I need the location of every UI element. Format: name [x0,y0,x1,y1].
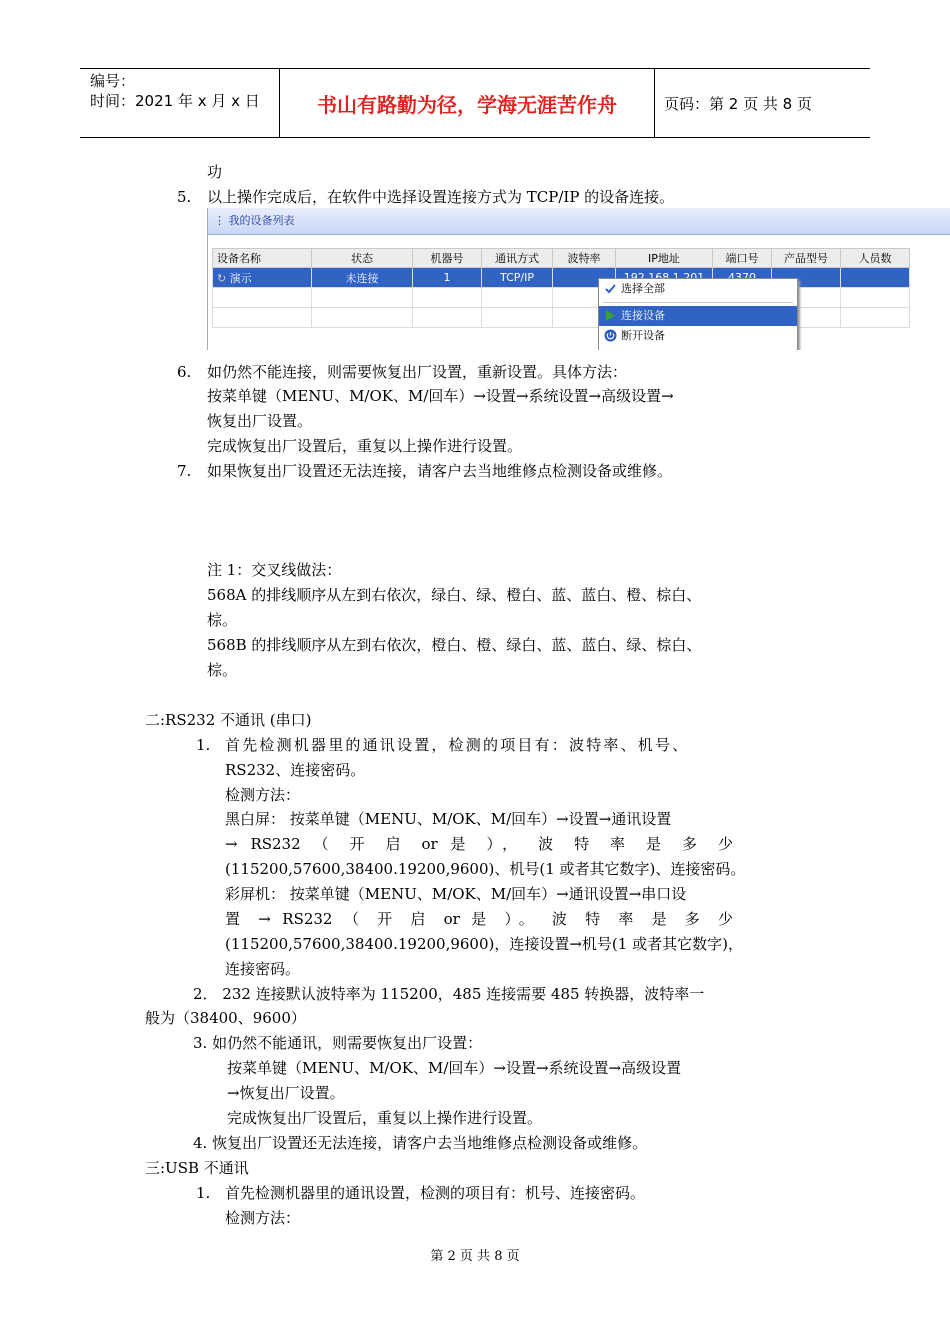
menu-item-connect[interactable] [599,306,797,326]
text-line: 棕。 [207,611,238,629]
text-line: 如仍然不能连接，则需要恢复出厂设置，重新设置。具体方法： [207,363,628,381]
list-number: 7. [177,462,192,480]
col-machine-no[interactable]: 机器号 [413,249,482,268]
text-line: 如果恢复出厂设置还无法连接，请客户去当地维修点检测设备或维修。 [207,462,673,480]
text-line: 黑白屏： 按菜单键（MENU、M/OK、M/回车）→设置→通讯设置 [225,810,672,828]
text-line: RS232、连接密码。 [225,761,366,779]
note-heading: 注 1：交叉线做法： [207,561,342,579]
list-number: 1. [196,1184,211,1202]
col-device-name[interactable]: 设备名称 [213,249,312,268]
text-line: 568B 的排线顺序从左到右依次，橙白、橙、绿白、蓝、蓝白、绿、棕白、 [207,636,702,654]
text-line: 般为（38400、9600） [145,1009,306,1027]
text-line: 2． 232 连接默认波特率为 115200，485 连接需要 485 转换器，波特率一 [193,985,705,1003]
table-row[interactable] [213,268,910,288]
header-meta [80,69,280,137]
text-line: 按菜单键（MENU、M/OK、M/回车）→设置→系统设置→高级设置→ [207,387,674,405]
text-line: 以上操作完成后，在软件中选择设置连接方式为 TCP/IP 的设备连接。 [207,188,675,206]
text-line: 完成恢复出厂设置后，重复以上操作进行设置。 [207,437,523,455]
page-header [80,68,870,138]
table-row [213,308,910,328]
col-baud-rate[interactable]: 波特率 [553,249,616,268]
text-line: 恢复出厂设置。 [207,412,313,430]
device-table [212,248,910,328]
text-line: 首先检测机器里的通讯设置，检测的项目有：波特率、机号、 [225,736,690,754]
text-line: 完成恢复出厂设置后，重复以上操作进行设置。 [227,1109,543,1127]
col-model[interactable]: 产品型号 [772,249,841,268]
col-status[interactable]: 状态 [312,249,413,268]
col-users[interactable]: 人员数 [841,249,910,268]
cell-status: 未连接 [312,268,413,288]
text-line: 4. 恢复出厂设置还无法连接，请客户去当地维修点检测设备或维修。 [193,1134,648,1152]
connect-arrow-icon [604,309,617,322]
col-ip-address[interactable]: IP地址 [616,249,713,268]
menu-item-label: 连接设备 [621,309,665,322]
header-motto: 书山有路勤为径，学海无涯苦作舟 [280,69,655,137]
text-line: →恢复出厂设置。 [227,1084,345,1102]
text-line: 按菜单键（MENU、M/OK、M/回车）→设置→系统设置→高级设置 [227,1059,682,1077]
text-line: 检测方法： [225,1209,301,1227]
section-heading: 三:USB 不通讯 [145,1159,249,1177]
list-number: 6. [177,363,192,381]
col-comm-mode[interactable]: 通讯方式 [482,249,553,268]
date-label: 时间：2021 年 x 月 x 日 [90,92,260,110]
cell-machine-no: 1 [413,268,482,288]
device-list-title: ⋮ 我的设备列表 [208,208,950,235]
text-line: 置 → RS232 （ 开 启 or 是 ）。 波 特 率 是 多 少 [225,910,733,928]
text-line: 彩屏机： 按菜单键（MENU、M/OK、M/回车）→通讯设置→串口设 [225,885,687,903]
menu-item-disconnect[interactable] [599,326,797,346]
text-line: 连接密码。 [225,960,301,978]
text-line: 功 [207,163,223,181]
menu-divider [603,302,793,303]
text-line: → RS232 （ 开 启 or 是 ）， 波 特 率 是 多 少 [225,835,733,853]
text-line: 首先检测机器里的通讯设置，检测的项目有：机号、连接密码。 [225,1184,646,1202]
table-row [213,288,910,308]
page-footer: 第 2 页 共 8 页 [430,1249,520,1264]
table-header-row [213,249,910,268]
menu-item-label: 选择全部 [621,282,665,295]
menu-item-select-all[interactable] [599,279,797,299]
serial-label: 编号： [90,72,136,90]
col-port[interactable]: 端口号 [713,249,772,268]
text-line: 检测方法： [225,786,301,804]
list-number: 5. [177,188,192,206]
context-menu [598,278,798,350]
refresh-icon: ↻ [217,271,227,285]
power-icon [604,329,617,342]
device-list-screenshot [207,208,950,350]
text-line: 568A 的排线顺序从左到右依次，绿白、绿、橙白、蓝、蓝白、橙、棕白、 [207,586,702,604]
list-number: 1. [196,736,211,754]
text-line: (115200,57600,38400.19200,9600)、机号(1 或者其它数字)、连接密码。 [225,860,746,878]
text-line: 棕。 [207,661,238,679]
cell-device-name: ↻ 演示 [213,268,312,288]
cell-users [841,268,910,288]
check-icon [604,282,617,295]
header-page-label: 页码：第 2 页 共 8 页 [664,94,812,113]
cell-comm-mode: TCP/IP [482,268,553,288]
text-line: (115200,57600,38400.19200,9600)，连接设置→机号(1 或者其它数字)， [225,935,743,953]
menu-item-label: 断开设备 [621,329,665,342]
text-line: 3. 如仍然不能通讯，则需要恢复出厂设置： [193,1034,483,1052]
section-heading: 二:RS232 不通讯 (串口) [145,711,312,729]
